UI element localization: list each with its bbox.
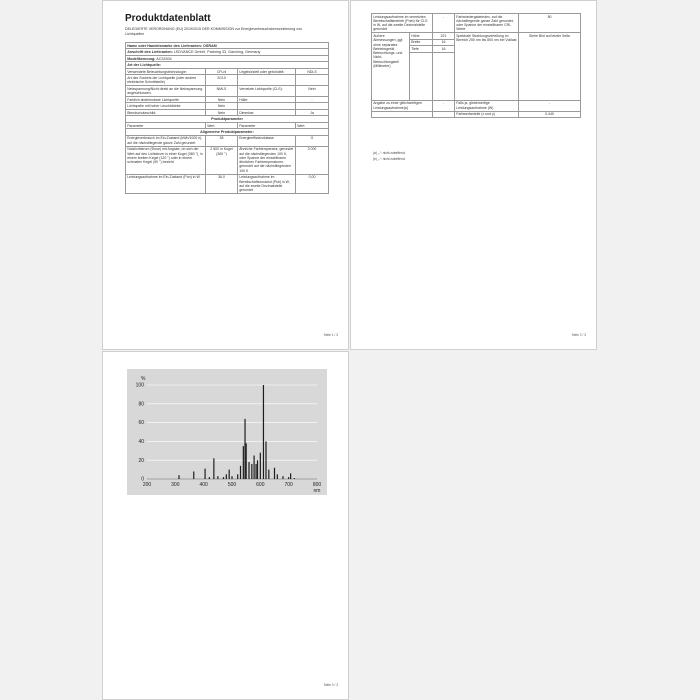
x-tick-label: 700 xyxy=(284,482,293,488)
table-cell: Energieeffizienzklasse xyxy=(238,135,296,146)
product-table-continued xyxy=(371,13,581,118)
table-cell: Leistungsaufnahme im Bereitschaftszustand (Psb) in W, auf die zweite Dezimalstelle gerundet xyxy=(238,174,296,193)
y-tick-label: 0 xyxy=(141,476,144,483)
x-tick-label: 400 xyxy=(199,482,208,488)
table-cell: Energieverbrauch im Ein-Zustand (kWh/1000 h), auf die nächstliegende ganze Zahl gerundet xyxy=(126,135,206,146)
table-cell: 2 600 in Kugel (360 °) xyxy=(206,146,238,174)
x-tick-label: 200 xyxy=(142,482,152,488)
x-tick-label: 600 xyxy=(256,482,265,488)
dim-label: Tiefe xyxy=(410,46,433,52)
table-cell: Dimmbar: xyxy=(238,109,296,115)
cell: Angabe zu einer gleichwertigen Leistungsaufnahme(a) xyxy=(372,100,433,111)
table-cell: Ja xyxy=(296,109,329,115)
table-cell: 3 000 xyxy=(296,146,329,174)
table-cell: G xyxy=(296,135,329,146)
footnote: (b) „-“: nicht zutreffend; xyxy=(373,156,406,161)
page-2 xyxy=(350,0,597,350)
dim-value: 16 xyxy=(433,39,455,45)
general-params-heading: Allgemeine Produktparameter: xyxy=(126,129,329,135)
cell: - xyxy=(519,100,581,111)
x-axis-label: nm xyxy=(313,488,321,494)
table-cell: Art des Sockels der Lichtquelle (oder andere elektrische Schnittstelle) xyxy=(126,75,206,86)
header-cell: Wert xyxy=(296,122,329,128)
cell: Falls ja, gleichwertige Leistungsaufnahme (W) xyxy=(455,100,519,111)
light-source-type: Art der Lichtquelle: xyxy=(126,62,329,68)
table-cell: Ungebündelt oder gebündelt: xyxy=(238,68,296,74)
table-cell: Leistungsaufnahme im Ein-Zustand (Pon) in W xyxy=(126,174,206,193)
y-tick-label: 60 xyxy=(138,420,144,427)
table-cell: Nutzlichtstrom (Φuse) mit Angabe, ob sich der Wert auf den Lichtstrom in einer Kugel (360 °), in einem breiten Kegel (120 °) oder in einem schmalen Kegel (90 °) bezieht xyxy=(126,146,206,174)
footnotes xyxy=(373,151,405,162)
table-cell: NMLS xyxy=(206,86,238,97)
dim-value: 221 xyxy=(433,33,455,39)
table-cell: CFLni xyxy=(206,68,238,74)
footnote: (a) „-“: nicht zutreffend; xyxy=(373,151,406,155)
supplier-address: LEDVANCE GmbH, Parkring 33, Garching, Germany xyxy=(173,50,261,55)
table-cell: Verwendete Beleuchtungstechnologie: xyxy=(126,68,206,74)
table-cell: Lichtquelle mit hoher Leuchtdichte: xyxy=(126,103,206,109)
y-axis-label: % xyxy=(141,376,146,382)
header-cell: Parameter xyxy=(126,122,206,128)
table-cell xyxy=(296,75,329,86)
y-tick-label: 20 xyxy=(138,457,144,464)
cell: - xyxy=(433,100,455,111)
x-tick-label: 500 xyxy=(227,482,237,488)
product-params-heading: Produktparameter xyxy=(126,116,329,122)
dim-label: Höhe xyxy=(410,33,433,39)
x-tick-label: 300 xyxy=(171,482,180,488)
model-label: Modellkennung: xyxy=(127,56,156,61)
table-cell: Ähnliche Farbtemperatur, gerundet auf die nächstliegenden 100 K, oder Spanne der einstellbaren ähnlichen Farbtemperaturen, gerundet auf die nächstliegenden 100 K xyxy=(238,146,296,174)
cell xyxy=(372,111,433,117)
supplier-address-label: Anschrift des Lieferanten: xyxy=(127,50,173,55)
table-cell: Netzspannung/Nicht direkt an die Netzspannung angeschlossen: xyxy=(126,86,206,97)
header-cell: Wert xyxy=(206,122,238,128)
chart-background xyxy=(127,369,327,495)
table-cell: Farblich abstimmbare Lichtquelle: xyxy=(126,96,206,102)
spectral-label: Spektrale Strahlungsverteilung im Bereich 250 nm bis 800 nm bei Volllast xyxy=(455,33,519,100)
table-cell: Hülle: xyxy=(238,96,296,102)
spectral-chart xyxy=(127,369,327,495)
cell: 80 xyxy=(519,14,581,33)
dimensions-label: Äußere Abmessungen, ggf. ohne separates Betriebsgerät, Beleuchtungs- und Nicht-Beleuchtungsteil (Millimeter) xyxy=(372,33,410,100)
page-3 xyxy=(102,351,349,700)
x-tick-label: 800 xyxy=(312,482,322,488)
cell: Farbwiedergabeindex, auf die nächstliegende ganze Zahl gerundet, oder Spanne der einstellbaren CRI-Werte xyxy=(455,14,519,33)
table-cell: 38 xyxy=(206,135,238,146)
cell: 0,440 xyxy=(519,111,581,117)
spectral-value: Siehe Bild auf letzter Seite xyxy=(519,33,581,100)
cell xyxy=(433,111,455,117)
y-tick-label: 100 xyxy=(135,382,144,389)
table-cell: Nein xyxy=(206,96,238,102)
table-cell: Nein xyxy=(206,109,238,115)
supplier-name: Name oder Handelsmarke des Lieferanten: OSRAM xyxy=(126,43,329,49)
dim-value: 16 xyxy=(433,46,455,52)
header-cell: Parameter xyxy=(238,122,296,128)
table-cell: NDLS xyxy=(296,68,329,74)
cell: Farbwertanteile (x und y) xyxy=(455,111,519,117)
table-cell: Blendschutzschild: xyxy=(126,109,206,115)
page-number: Seite 3 / 3 xyxy=(323,683,338,687)
dim-label: Breite xyxy=(410,39,433,45)
page-1 xyxy=(102,0,349,350)
table-cell: 2G10 xyxy=(206,75,238,86)
table-cell xyxy=(238,75,296,86)
cell: Leistungsaufnahme im vernetzten Bereitschaftsbetrieb (Pnet) für CLS in W, auf die zweite Dezimalstelle gerundet xyxy=(372,14,433,33)
y-tick-label: 40 xyxy=(138,439,144,445)
page-number: Seite 1 / 3 xyxy=(323,333,338,337)
page-number: Seite 2 / 3 xyxy=(571,333,586,337)
table-cell: - xyxy=(296,96,329,102)
y-tick-label: 80 xyxy=(138,401,144,408)
table-cell: Nein xyxy=(296,86,329,97)
table-cell: 0,00 xyxy=(296,174,329,193)
cell: - xyxy=(433,14,455,33)
model-id: AC34304 xyxy=(156,56,172,61)
table-cell: Vernetzte Lichtquelle (CLS): xyxy=(238,86,296,97)
regulation-subtitle: DELEGIERTE VERORDNUNG (EU) 2019/2015 DER KOMMISSION zur Energieverbrauchskennzeichnung von Lichtquellen xyxy=(125,27,303,36)
page-title: Produktdatenblatt xyxy=(125,13,211,24)
table-cell: Nein xyxy=(206,103,238,109)
product-table xyxy=(125,42,329,194)
table-cell: 36,0 xyxy=(206,174,238,193)
